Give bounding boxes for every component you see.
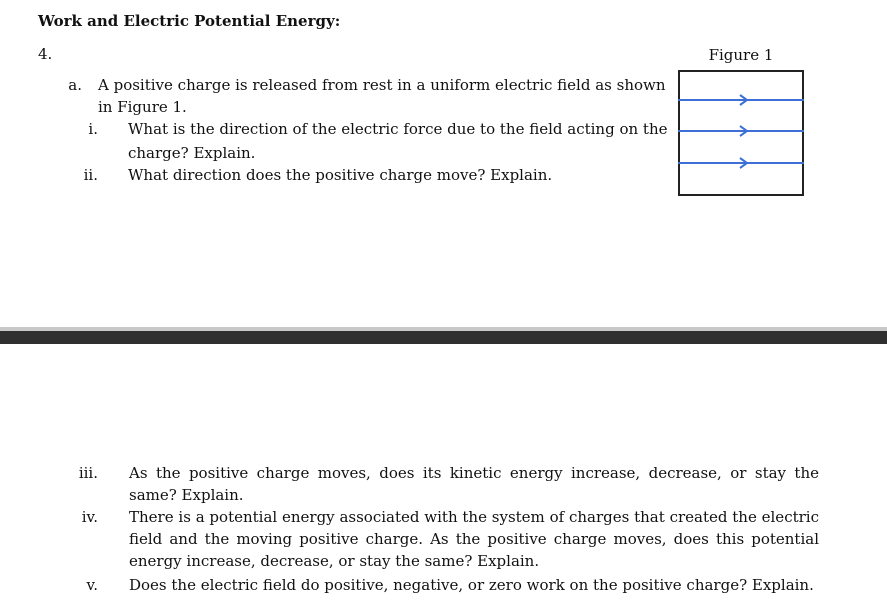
question-number: 4. [38,45,53,63]
item-i-text-line-2: charge? Explain. [128,144,256,162]
section-title: Work and Electric Potential Energy: [38,12,341,30]
part-a-marker: a. [68,76,82,94]
item-ii-marker: ii. [83,166,98,184]
item-i-text-line-1: What is the direction of the electric force due to the field acting on the [128,120,668,138]
part-a-text-line-2: in Figure 1. [98,98,187,116]
item-v-marker: v. [86,576,98,594]
figure-caption: Figure 1 [708,46,774,64]
item-i-marker: i. [88,120,98,138]
item-ii-text-line-1: What direction does the positive charge move? Explain. [128,166,553,184]
part-a-text-line-1: A positive charge is released from rest in a uniform electric field as shown [98,76,666,94]
item-iv-text: There is a potential energy associated with the system of charges that created the electric field and the moving positive charge. As the positive charge moves, does this potential energy increase, decrease, or stay the same? Explain. [129,508,819,570]
figure-border [679,71,803,195]
page-break-dark-bar [0,331,887,344]
figure-1-diagram [678,70,804,196]
item-iii-text: As the positive charge moves, does its kinetic energy increase, decrease, or stay the same? Explain. [129,464,819,504]
item-v-text: Does the electric field do positive, negative, or zero work on the positive charge? Explain. [129,576,814,594]
item-iii-marker: iii. [78,464,98,482]
item-iv-marker: iv. [81,508,98,526]
